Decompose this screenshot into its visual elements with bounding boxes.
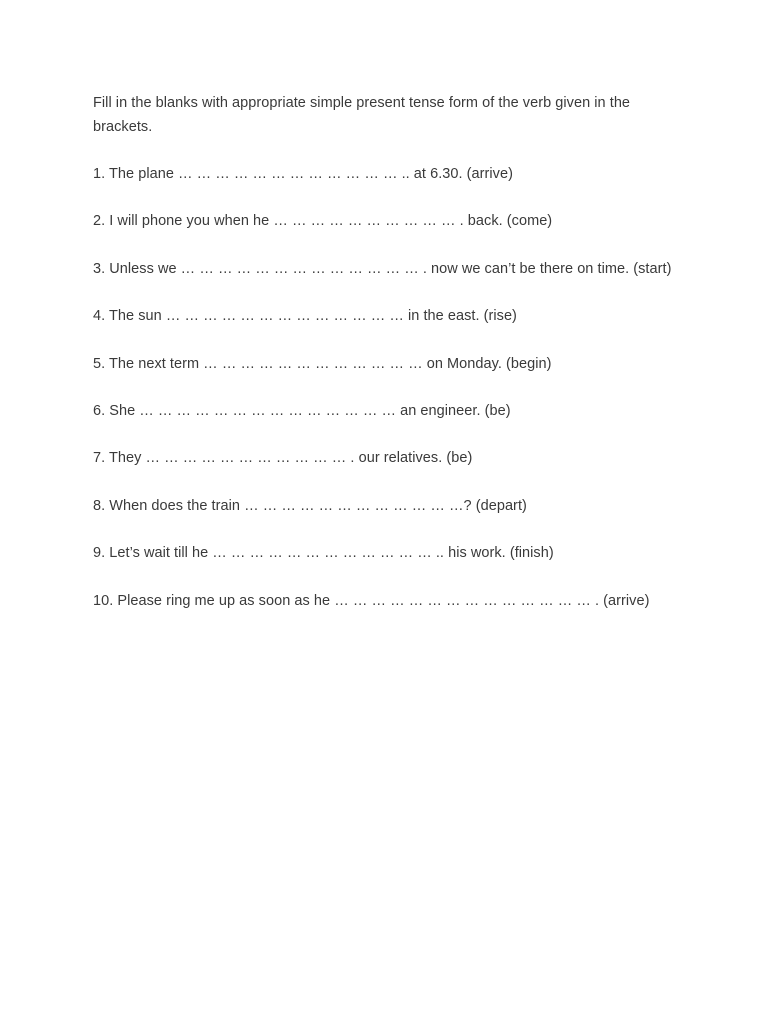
- question-item: 4. The sun … … … … … … … … … … … … … in the east. (rise): [93, 308, 517, 325]
- question-item: 7. They … … … … … … … … … … … . our relatives. (be): [93, 450, 473, 467]
- question-item: 2. I will phone you when he … … … … … … … … … … . back. (come): [93, 213, 553, 230]
- question-item: 10. Please ring me up as soon as he … … … … … … … … … … … … … … . (arrive): [93, 592, 650, 609]
- question-item: 9. Let’s wait till he … … … … … … … … … … … … .. his work. (finish): [93, 545, 554, 562]
- worksheet-content: [93, 91, 693, 636]
- question-item: 1. The plane … … … … … … … … … … … … .. at 6.30. (arrive): [93, 166, 513, 182]
- question-item: 6. She … … … … … … … … … … … … … … an engineer. (be): [93, 402, 511, 419]
- question-list: [93, 162, 693, 613]
- question-item: 5. The next term … … … … … … … … … … … … on Monday. (begin): [93, 355, 552, 372]
- question-item: 3. Unless we … … … … … … … … … … … … … . now we can’t be there on time. (start): [93, 260, 672, 277]
- worksheet-instructions: Fill in the blanks with appropriate simple present tense form of the verb given in the brackets.: [93, 95, 631, 135]
- question-item: 8. When does the train … … … … … … … … … … … …? (depart): [93, 497, 527, 514]
